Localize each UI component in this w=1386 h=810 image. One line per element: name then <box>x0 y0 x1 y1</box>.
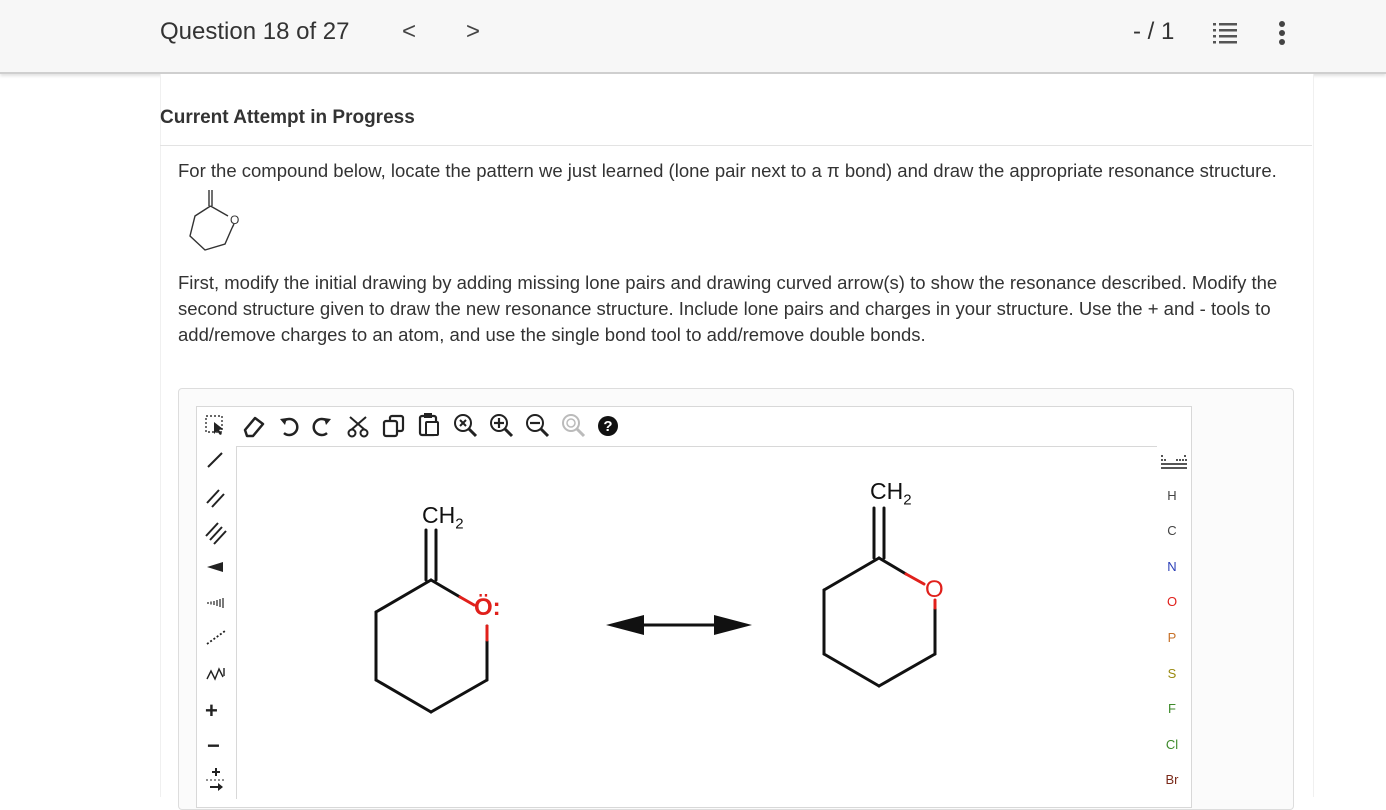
hash-bond-icon[interactable] <box>205 596 225 610</box>
left-ch-text: CH <box>422 502 456 528</box>
element-c-button[interactable]: C <box>1167 523 1177 538</box>
element-cl-button[interactable]: Cl <box>1165 737 1179 752</box>
element-p-button[interactable]: P <box>1167 630 1177 645</box>
wedge-bond-icon[interactable] <box>205 560 225 574</box>
zoom-in-icon[interactable] <box>488 412 514 438</box>
next-question-button[interactable]: > <box>466 18 481 45</box>
instructions-text: First, modify the initial drawing by adding missing lone pairs and drawing curved arrow(s) to show the resonance described. Modify the second structure given to draw the new resonance structure. Include lone pairs and charges in your structure. Use the + and - tools to add/remove charges to an atom, and use the single bond tool to add/remove double bonds. <box>178 272 1278 345</box>
svg-text:?: ? <box>603 418 613 435</box>
previous-question-button[interactable]: < <box>402 18 417 45</box>
left-oxygen-label[interactable]: Ö: <box>474 594 501 621</box>
element-f-button[interactable]: F <box>1168 701 1176 716</box>
cut-icon[interactable] <box>346 414 370 438</box>
right-oxygen-label[interactable]: O <box>925 576 944 603</box>
clean-structure-icon[interactable] <box>560 412 586 438</box>
top-bar <box>0 0 1386 74</box>
element-s-button[interactable]: S <box>1167 666 1177 681</box>
left-subscript: 2 <box>455 515 464 533</box>
element-o-button[interactable]: O <box>1166 594 1178 609</box>
help-icon[interactable] <box>596 414 620 438</box>
element-n-button[interactable]: N <box>1167 559 1177 574</box>
plus-charge-icon[interactable]: + <box>205 698 218 723</box>
element-br-button[interactable]: Br <box>1165 772 1179 787</box>
paste-icon[interactable] <box>417 412 441 438</box>
zoom-reset-icon[interactable] <box>452 412 478 438</box>
single-bond-icon[interactable] <box>205 450 225 470</box>
right-ch-text: CH <box>870 478 904 504</box>
undo-icon[interactable] <box>278 415 300 437</box>
chain-tool-icon[interactable] <box>205 665 227 683</box>
left-ch2-label <box>422 502 464 533</box>
triple-bond-icon[interactable] <box>204 521 228 545</box>
dashed-bond-icon[interactable] <box>205 628 227 646</box>
select-tool-icon[interactable] <box>204 414 226 436</box>
more-options-icon[interactable] <box>1278 20 1286 46</box>
compound-image <box>180 186 250 256</box>
curved-arrow-icon[interactable] <box>204 766 228 794</box>
minus-charge-icon[interactable]: − <box>207 733 220 758</box>
left-structure[interactable] <box>360 500 530 720</box>
element-h-button[interactable]: H <box>1167 488 1177 503</box>
divider <box>160 145 1312 146</box>
eraser-icon[interactable] <box>241 414 267 438</box>
question-list-icon[interactable] <box>1213 22 1237 44</box>
double-bond-icon[interactable] <box>205 487 227 509</box>
small-oxygen-label: O <box>230 213 240 227</box>
attempt-heading: Current Attempt in Progress <box>160 107 415 128</box>
question-prompt: For the compound below, locate the pattern we just learned (lone pair next to a π bond) and draw the appropriate resonance structure. <box>178 160 1277 181</box>
resonance-arrow[interactable] <box>604 610 754 640</box>
right-ch2-label <box>870 478 912 509</box>
zoom-out-icon[interactable] <box>524 412 550 438</box>
right-subscript: 2 <box>903 491 912 509</box>
redo-icon[interactable] <box>311 415 333 437</box>
copy-icon[interactable] <box>381 414 405 438</box>
score-display: - / 1 <box>1133 18 1175 45</box>
right-structure[interactable] <box>810 478 980 698</box>
periodic-table-icon[interactable] <box>1160 452 1188 470</box>
question-counter: Question 18 of 27 <box>160 18 350 45</box>
